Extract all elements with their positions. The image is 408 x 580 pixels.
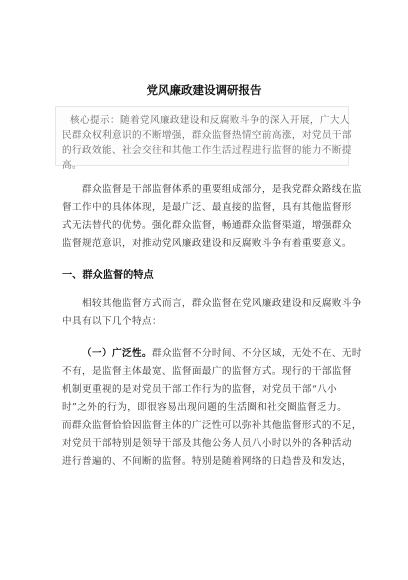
abstract-line: 高。 — [62, 160, 82, 171]
intro-line: 式无法替代的优势。强化群众监督，畅通群众监督渠道，增强群众 — [62, 220, 352, 231]
point-one-line: 对党员干部特别是领导干部及其他公务人员八小时以外的各种活动 — [62, 438, 352, 449]
intro-line: 督工作中的具体体现，是最广泛、最直接的监督，具有其他监督形 — [62, 202, 352, 213]
point-one-line: 时”之外的行为，即很容易出现问题的生活圈和社交圈监督乏力。 — [62, 402, 348, 413]
point-one-first-line — [82, 345, 362, 359]
point-one-label: （一）广泛性。 — [82, 348, 152, 359]
abstract-line: 的行政效能、社会交往和其他工作生活过程进行监督的能力不断提 — [62, 145, 352, 156]
point-one-line: 不有，是监督主体最宽、监督面最广的监督方式。现行的干部监督 — [62, 366, 352, 377]
point-one-line: 进行普遍的、不间断的监督。特别是随着网络的日趋普及和发达， — [62, 456, 352, 467]
intro-line: 监督规范意识，对推动党风廉政建设和反腐败斗争有着重要意义。 — [62, 238, 352, 249]
section-intro-line: 相较其他监督方式而言，群众监督在党风廉政建设和反腐败斗争 — [82, 298, 362, 309]
abstract-line: 民群众权利意识的不断增强，群众监督热情空前高涨，对党员干部 — [62, 130, 352, 141]
intro-line: 群众监督是干部监督体系的重要组成部分，是我党群众路线在监 — [82, 184, 362, 195]
point-one-line: 机制更重视的是对党员干部工作行为的监督，对党员干部“八小 — [62, 384, 338, 395]
point-one-first-text: 群众监督不分时间、不分区域，无处不在、无时 — [151, 348, 362, 359]
section-heading: 一、群众监督的特点 — [62, 270, 154, 281]
point-one-line: 而群众监督恰恰因监督主体的广泛性可以弥补其他监督形式的不足， — [62, 420, 362, 431]
section-intro-line: 中具有以下几个特点： — [62, 316, 162, 327]
document-title: 党风廉政建设调研报告 — [146, 83, 262, 97]
abstract-line: 核心提示：随着党风廉政建设和反腐败斗争的深入开展，广大人 — [70, 115, 350, 126]
